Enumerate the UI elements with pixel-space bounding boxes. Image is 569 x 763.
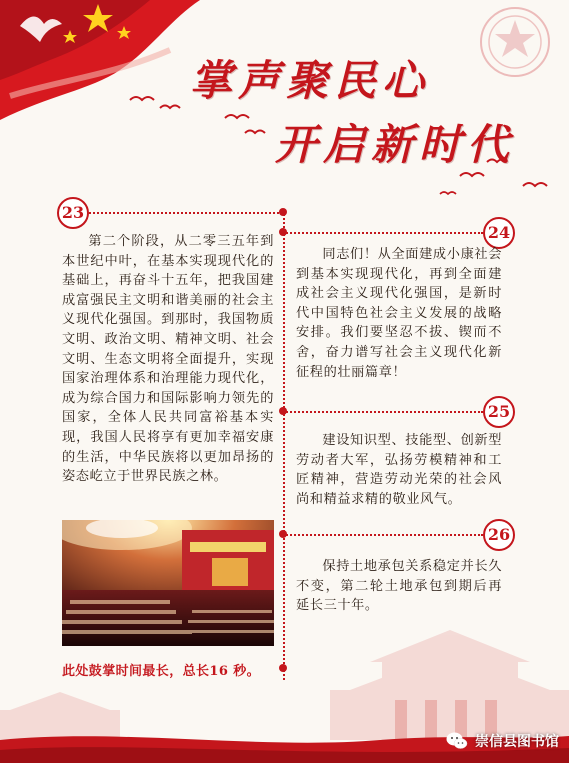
divider-26: [283, 534, 483, 536]
timeline-dot: [279, 228, 287, 236]
flag-decoration: [0, 0, 200, 130]
section-text: 第二个阶段，从二零三五年到本世纪中叶，在基本实现现代化的基础上，再奋斗十五年，把我国建成富强民主文明和谐美丽的社会主义现代化强国。到那时，我国物质文明、政治文明、精神文明、社会文明、生态文明将全面提升，实现国家治理体系和治理能力现代化，成为综合国力和国际影响力领先的国家，全体人民共同富裕基本实现，我国人民将享有更加幸福安康的生活，中华民族将以更加昂扬的姿态屹立于世界民族之林。: [62, 234, 274, 485]
section-number-badge: 23: [57, 197, 89, 229]
timeline-dot: [279, 208, 287, 216]
section-text: 保持土地承包关系稳定并长久不变，第二轮土地承包到期后再延长三十年。: [296, 559, 502, 614]
section-number-badge: 25: [483, 396, 515, 428]
timeline-dot: [279, 407, 287, 415]
wechat-icon: [445, 729, 469, 753]
divider-25: [283, 411, 483, 413]
section-number-badge: 26: [483, 519, 515, 551]
emblem-decoration: [467, 4, 563, 84]
section-text: 建设知识型、技能型、创新型劳动者大军，弘扬劳模精神和工匠精神，营造劳动光荣的社会风尚和精益求精的敬业风气。: [296, 433, 502, 507]
photo-caption: 此处鼓掌时间最长，总长16 秒。: [62, 664, 261, 679]
divider-23: [85, 212, 283, 214]
watermark-label: 崇信县图书馆: [475, 734, 559, 750]
timeline-dot: [279, 530, 287, 538]
account-watermark: [445, 729, 559, 753]
page-title: 掌声聚民心: [190, 56, 431, 105]
section-number-badge: 24: [483, 217, 515, 249]
divider-24: [283, 232, 483, 234]
section-text: 同志们！从全面建成小康社会到基本实现现代化，再到全面建成社会主义现代化强国，是新时代中国特色社会主义发展的战略安排。我们要坚忍不拔、锲而不舍，奋力谱写社会主义现代化新征程的壮丽篇章！: [296, 247, 502, 380]
page-subtitle: 开启新时代: [275, 120, 516, 169]
